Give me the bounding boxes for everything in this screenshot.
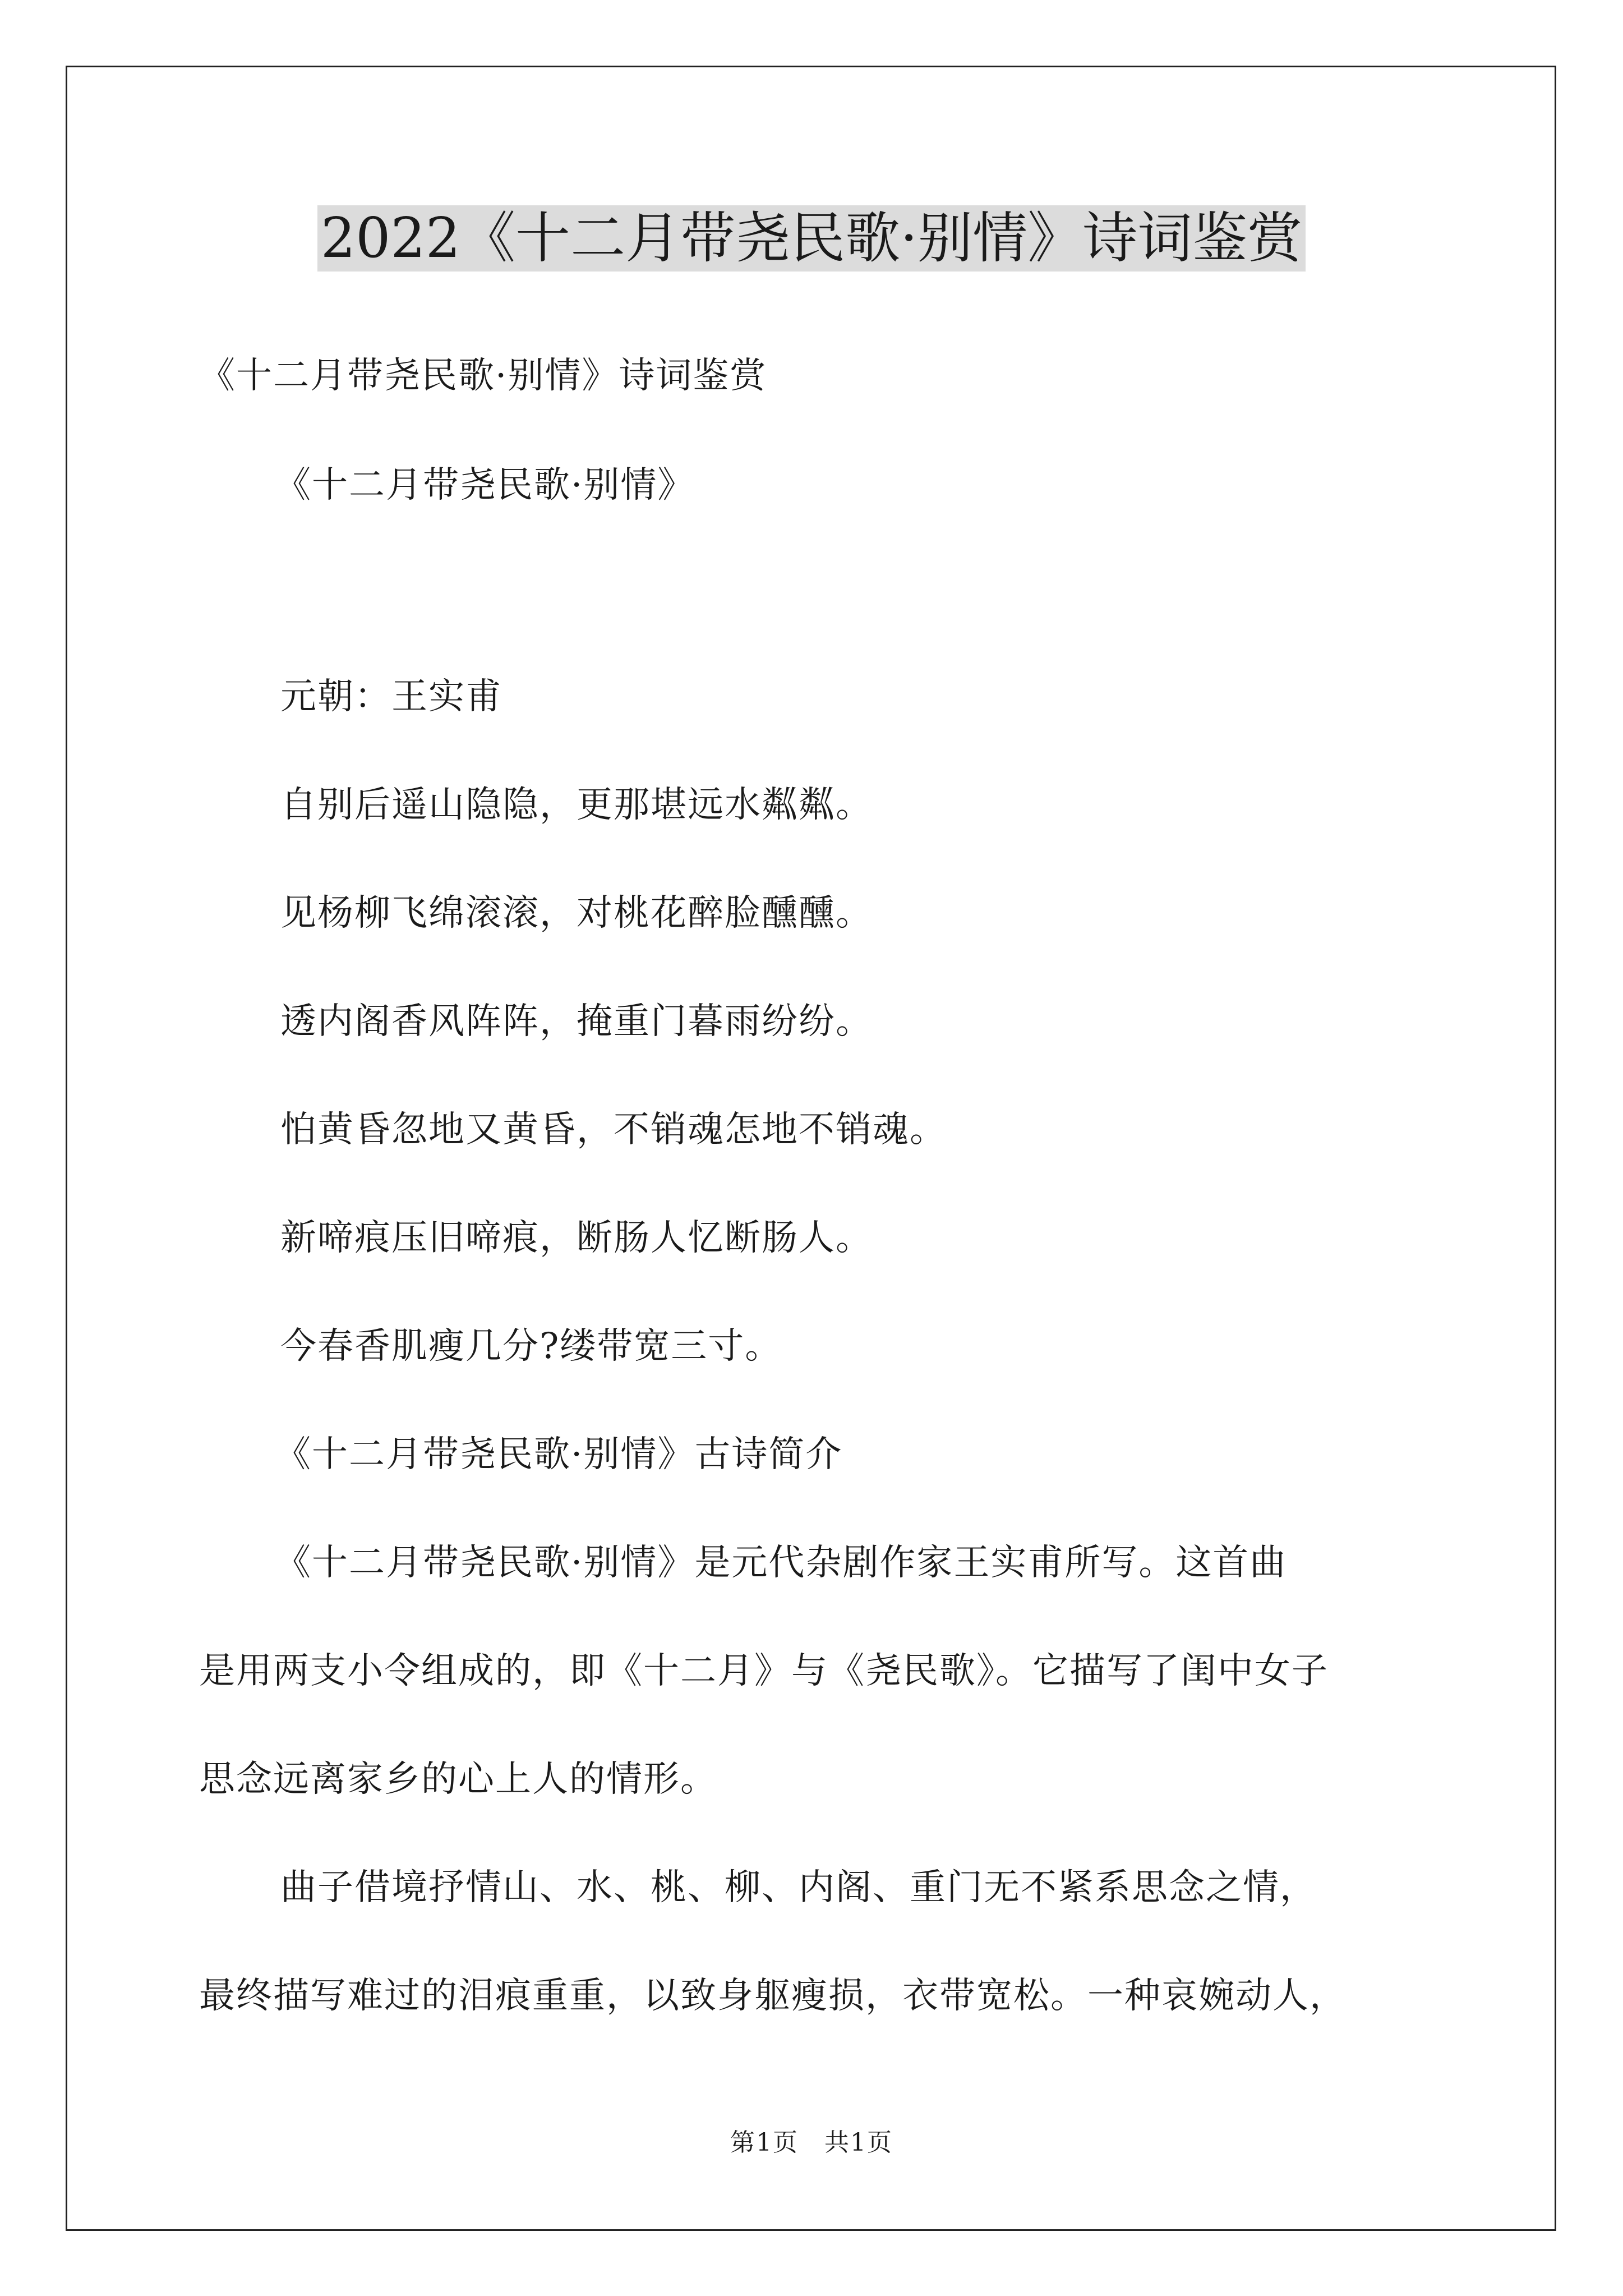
paragraph-line: 曲子借境抒情山、水、桃、柳、内阁、重门无不紧系思念之情， bbox=[280, 1867, 1317, 1908]
document-subtitle: 《十二月带尧民歌·别情》诗词鉴赏 bbox=[199, 355, 767, 397]
paragraph-line: 最终描写难过的泪痕重重，以致身躯瘦损，衣带宽松。一种哀婉动人， bbox=[199, 1975, 1347, 2017]
poem-line: 新啼痕压旧啼痕，断肠人忆断肠人。 bbox=[280, 1217, 873, 1259]
intro-heading: 《十二月带尧民歌·别情》古诗简介 bbox=[275, 1434, 843, 1475]
poem-line: 见杨柳飞绵滚滚，对桃花醉脸醺醺。 bbox=[280, 892, 873, 934]
paragraph-line: 是用两支小令组成的，即《十二月》与《尧民歌》。它描写了闺中女子 bbox=[199, 1650, 1329, 1692]
poem-line: 今春香肌瘦几分?缕带宽三寸。 bbox=[280, 1326, 782, 1367]
paragraph-line: 思念远离家乡的心上人的情形。 bbox=[199, 1759, 717, 1800]
poem-line: 透内阁香风阵阵，掩重门暮雨纷纷。 bbox=[280, 1001, 873, 1042]
poem-author: 元朝：王实甫 bbox=[280, 676, 502, 717]
poem-line: 自别后遥山隐隐，更那堪远水粼粼。 bbox=[280, 784, 873, 826]
document-title: 2022《十二月带尧民歌·别情》诗词鉴赏 bbox=[0, 199, 1623, 278]
page-footer: 第1页 共1页 bbox=[730, 2128, 893, 2157]
paragraph-line: 《十二月带尧民歌·别情》是元代杂剧作家王实甫所写。这首曲 bbox=[275, 1542, 1287, 1584]
poem-title: 《十二月带尧民歌·别情》 bbox=[275, 464, 695, 506]
poem-line: 怕黄昏忽地又黄昏，不销魂怎地不销魂。 bbox=[280, 1109, 947, 1151]
